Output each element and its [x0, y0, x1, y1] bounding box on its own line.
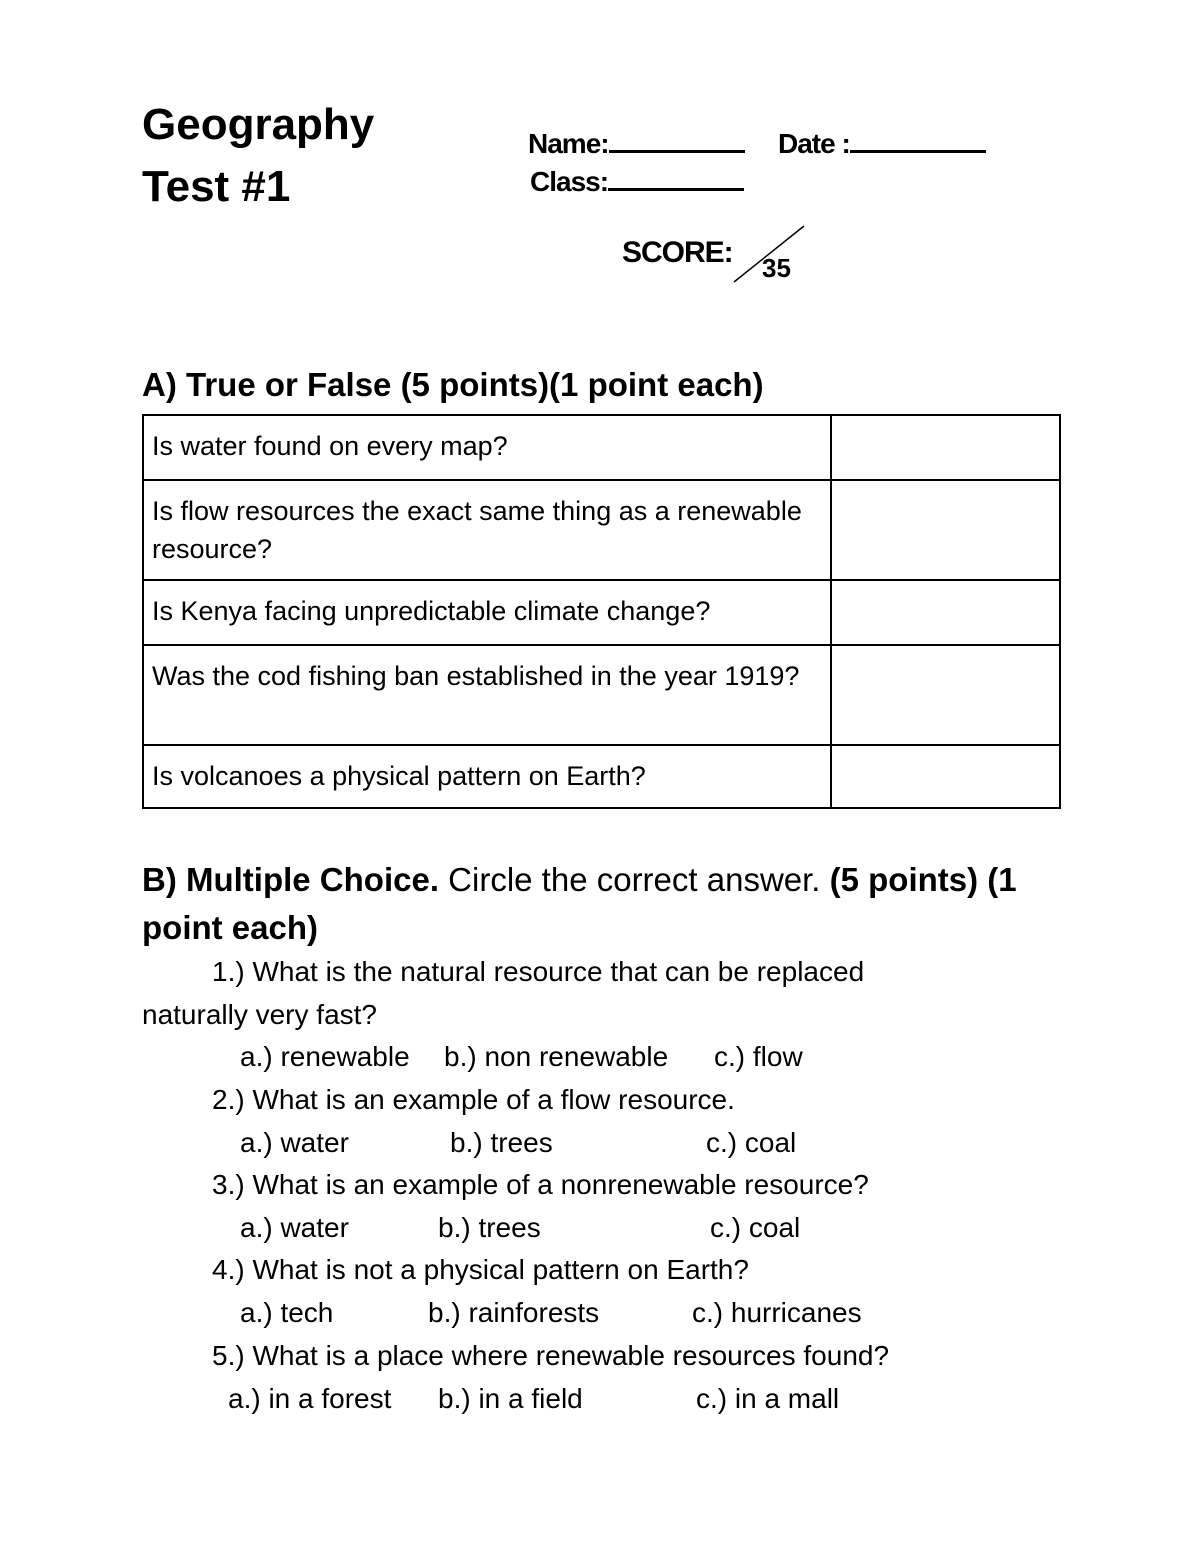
question-2: 2.) What is an example of a flow resource. [212, 1084, 735, 1115]
section-b-points: (5 points) (1 point each) [142, 861, 1017, 946]
section-b-heading [142, 856, 1062, 952]
table-row [143, 745, 1060, 808]
answer-cell[interactable] [831, 745, 1060, 808]
class-label: Class: [530, 166, 609, 197]
q5-option-b[interactable]: b.) in a field [438, 1383, 583, 1414]
question-1-line-1: 1.) What is the natural resource that can be replaced [212, 956, 865, 987]
title-line-1: Geography [142, 100, 375, 149]
answer-cell[interactable] [831, 415, 1060, 480]
question-cell: Is volcanoes a physical pattern on Earth? [143, 745, 831, 808]
q3-option-b[interactable]: b.) trees [438, 1212, 541, 1243]
q3-option-c[interactable]: c.) coal [710, 1212, 801, 1243]
class-field [530, 164, 744, 198]
table-row [143, 580, 1060, 645]
question-cell: Is Kenya facing unpredictable climate change? [143, 580, 831, 645]
q2-option-a[interactable]: a.) water [240, 1127, 349, 1158]
test-title [142, 94, 374, 218]
section-a-heading: A) True or False (5 points)(1 point each) [142, 366, 764, 403]
q4-option-c[interactable]: c.) hurricanes [692, 1297, 862, 1328]
table-row [143, 415, 1060, 480]
q1-option-a[interactable]: a.) renewable [240, 1041, 410, 1072]
answer-cell[interactable] [831, 480, 1060, 580]
score-label: SCORE: [622, 236, 733, 269]
answer-cell[interactable] [831, 645, 1060, 745]
q2-option-b[interactable]: b.) trees [450, 1127, 553, 1158]
score-total: 35 [762, 253, 791, 283]
q1-option-b[interactable]: b.) non renewable [444, 1041, 669, 1072]
date-blank[interactable] [850, 126, 986, 153]
q2-option-c[interactable]: c.) coal [706, 1127, 797, 1158]
score-fraction [728, 222, 808, 286]
q5-option-a[interactable]: a.) in a forest [228, 1383, 392, 1414]
question-cell: Is water found on every map? [143, 415, 831, 480]
q4-option-b[interactable]: b.) rainforests [428, 1297, 600, 1328]
date-label: Date : [778, 128, 850, 159]
true-false-table [142, 414, 1061, 809]
section-b-title: B) Multiple Choice. [142, 861, 439, 898]
question-cell: Was the cod fishing ban established in the year 1919? [143, 645, 831, 745]
question-4: 4.) What is not a physical pattern on Earth? [212, 1254, 749, 1285]
title-line-2: Test #1 [142, 162, 291, 211]
table-row [143, 645, 1060, 745]
name-label: Name: [528, 128, 609, 159]
class-blank[interactable] [608, 164, 744, 191]
date-field [778, 126, 986, 160]
name-blank[interactable] [609, 126, 745, 153]
question-3: 3.) What is an example of a nonrenewable resource? [212, 1169, 869, 1200]
q4-option-a[interactable]: a.) tech [240, 1297, 334, 1328]
question-5: 5.) What is a place where renewable resources found? [212, 1340, 890, 1371]
question-1-line-2: naturally very fast? [142, 999, 377, 1030]
section-b-instruction: Circle the correct answer. [439, 861, 830, 898]
q1-option-c[interactable]: c.) flow [714, 1041, 803, 1072]
q3-option-a[interactable]: a.) water [240, 1212, 349, 1243]
q5-option-c[interactable]: c.) in a mall [696, 1383, 840, 1414]
question-cell: Is flow resources the exact same thing as a renewable resource? [143, 480, 831, 580]
name-field [528, 126, 745, 160]
table-row [143, 480, 1060, 580]
answer-cell[interactable] [831, 580, 1060, 645]
